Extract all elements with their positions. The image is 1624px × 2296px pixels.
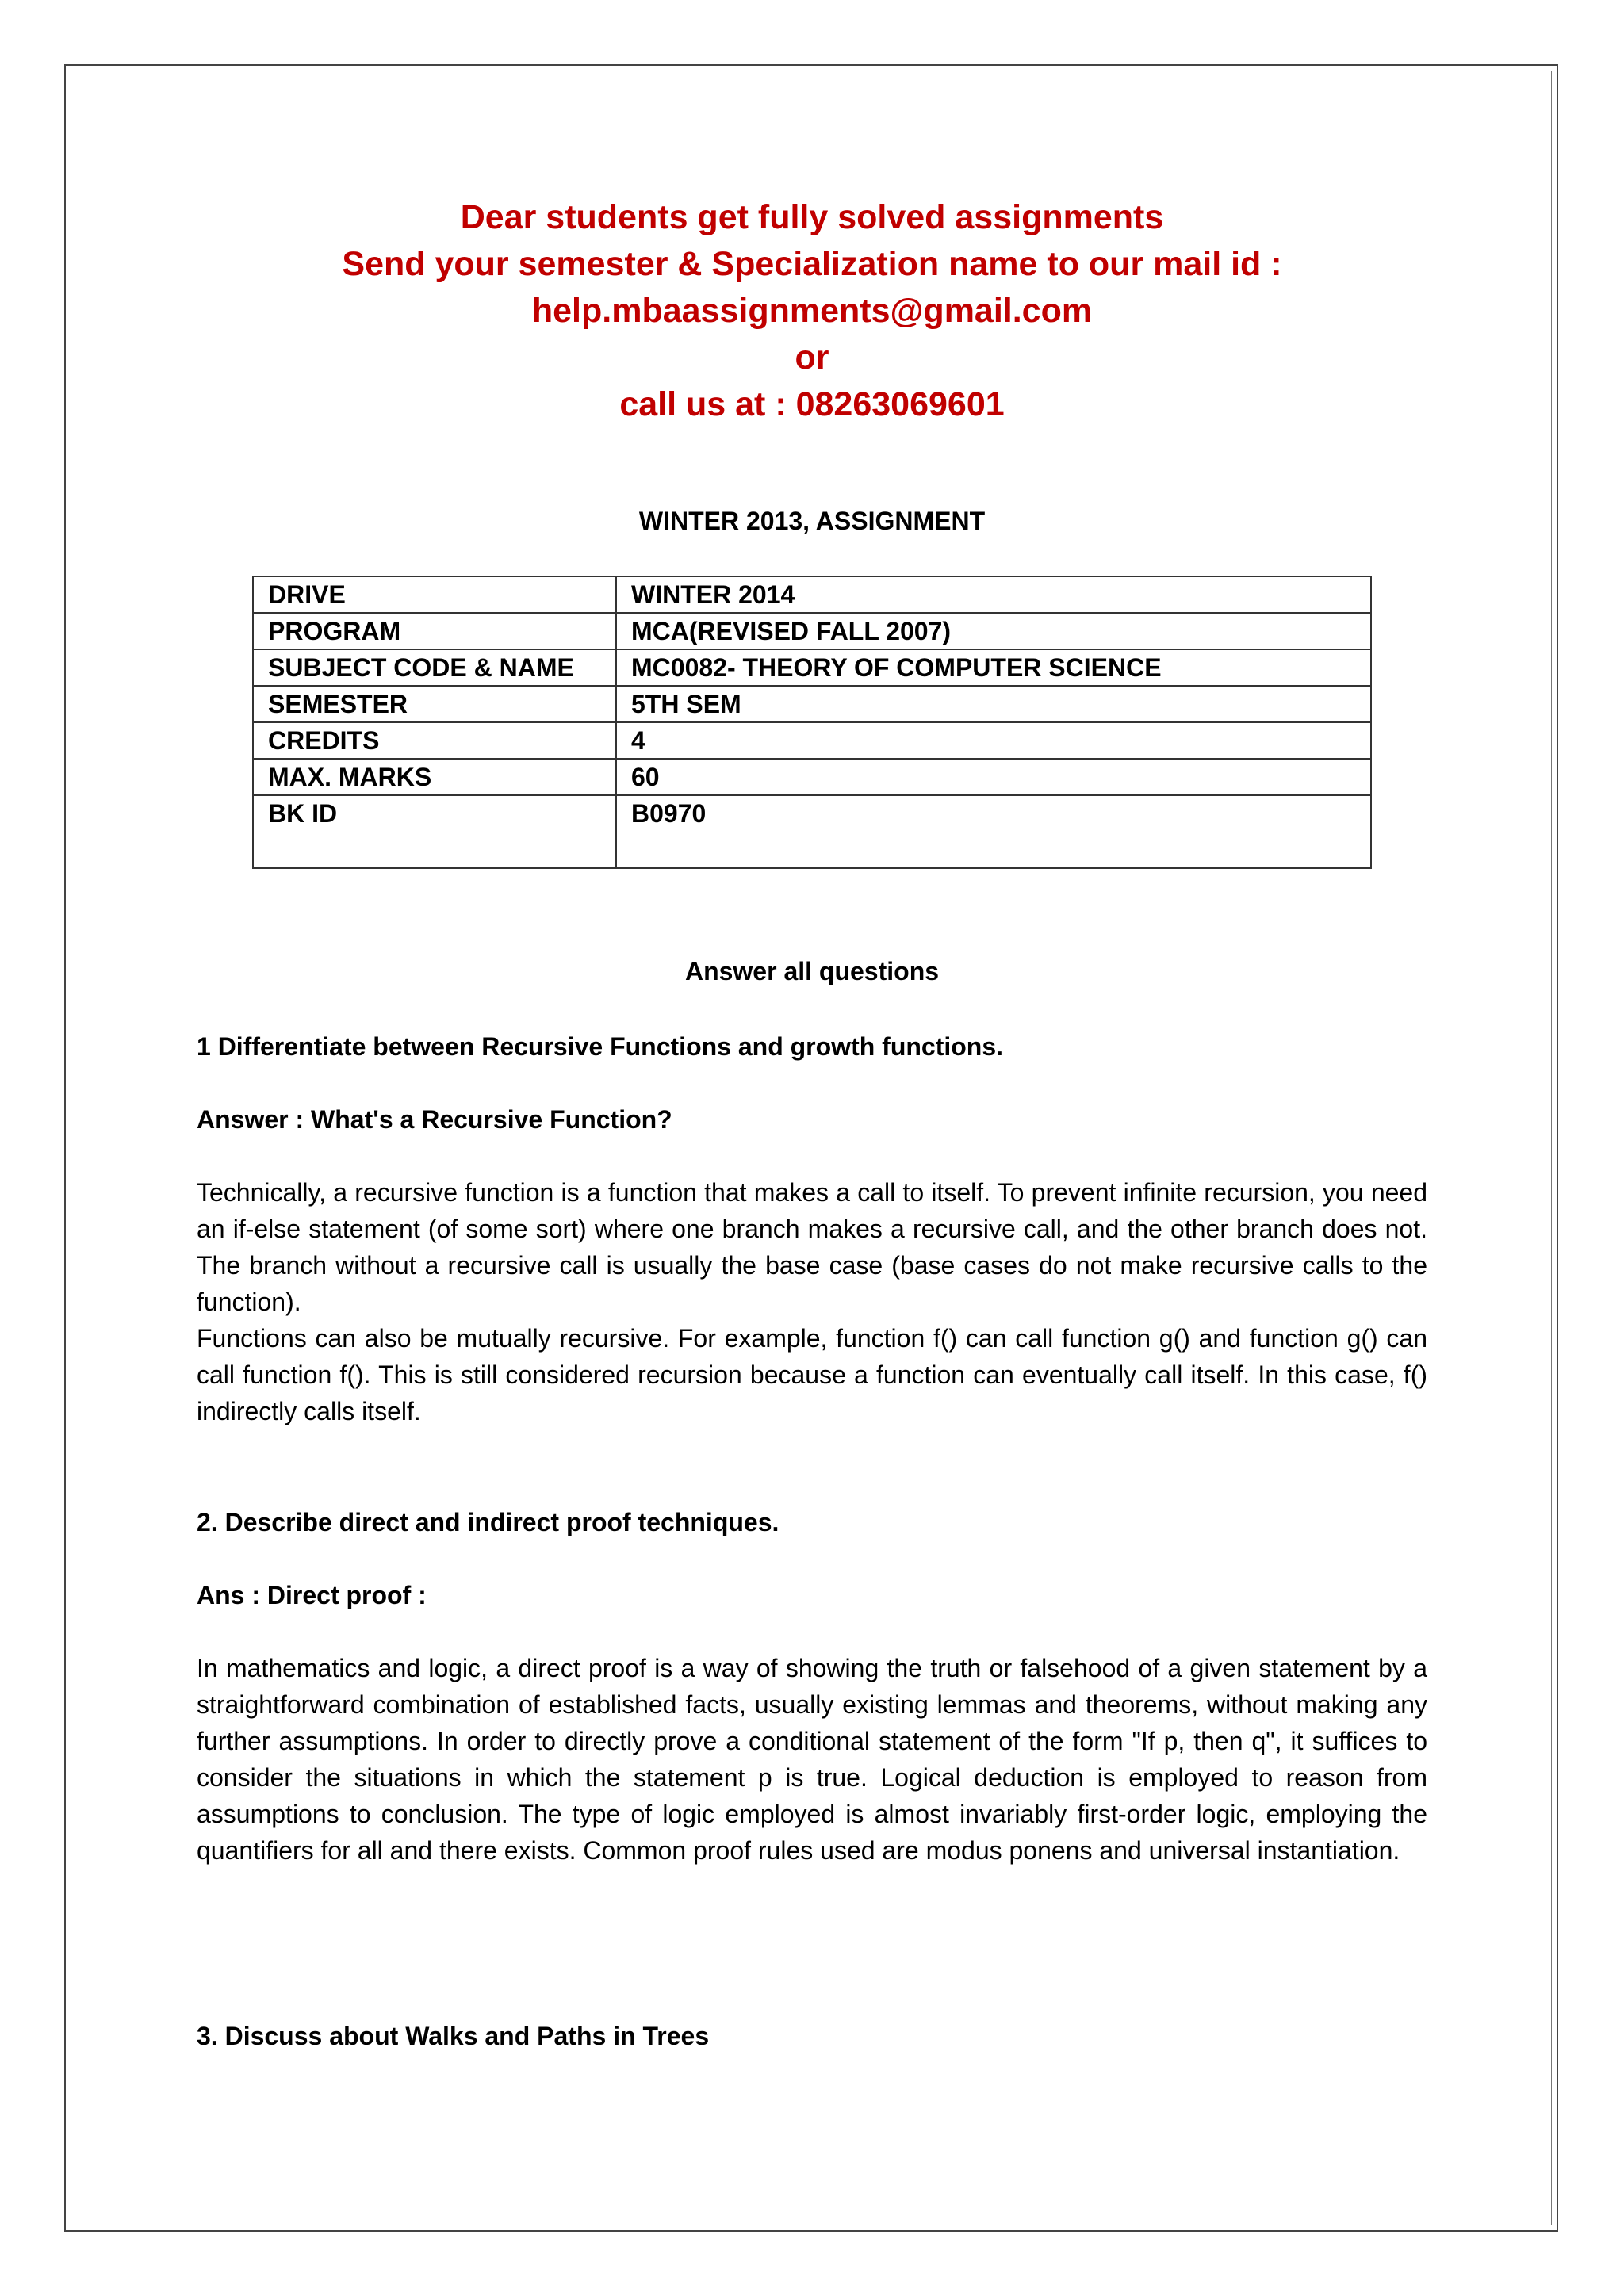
answer-1-heading: Answer : What's a Recursive Function? [197,1105,672,1134]
answer-1-paragraph-1: Technically, a recursive function is a function that makes a call to itself. To prevent infinite recursion, you need an if-else statement (of some sort) where one branch makes a recursive call, and the other branch does not. The branch without a recursive call is usually the base case (base cases do not make recursive calls to the function). [197,1178,1427,1316]
table-row [253,759,1371,795]
promo-line-1: Dear students get fully solved assignments [460,198,1164,236]
question-1: 1 Differentiate between Recursive Functions and growth functions. [197,1032,1004,1061]
table-row [253,686,1371,722]
assignment-info-table [252,576,1372,869]
table-value: B0970 [616,795,1371,868]
instructions: Answer all questions [684,957,940,985]
table-key: BK ID [253,795,616,868]
answer-2-heading: Ans : Direct proof : [197,1581,427,1609]
assignment-title: WINTER 2013, ASSIGNMENT [638,507,986,535]
table-value: 4 [616,722,1371,759]
table-row [253,795,1371,868]
promo-phone: call us at : 08263069601 [619,385,1005,423]
answer-1-body [197,1174,1427,1429]
promo-email[interactable]: help.mbaassignments@gmail.com [531,292,1093,330]
table-key: PROGRAM [253,613,616,649]
table-value: 60 [616,759,1371,795]
table-key: CREDITS [253,722,616,759]
table-key: DRIVE [253,576,616,613]
table-value: MCA(REVISED FALL 2007) [616,613,1371,649]
answer-2-body [197,1650,1427,1869]
table-row [253,613,1371,649]
promo-line-2: Send your semester & Specialization name to our mail id : [342,245,1282,283]
table-value: 5TH SEM [616,686,1371,722]
answer-2-paragraph-1: In mathematics and logic, a direct proof is a way of showing the truth or falsehood of a given statement by a straightforward combination of established facts, usually existing lemmas and theorems, without making any further assumptions. In order to directly prove a conditional statement of the form "If p, then q", it suffices to consider the situations in which the statement p is true. Logical deduction is employed to reason from assumptions to conclusion. The type of logic employed is almost invariably first-order logic, employing the quantifiers for all and there exists. Common proof rules used are modus ponens and universal instantiation. [197,1654,1427,1865]
question-3: 3. Discuss about Walks and Paths in Trees [197,2022,710,2050]
promo-block [0,194,1624,428]
table-row [253,576,1371,613]
table-key: SEMESTER [253,686,616,722]
table-key: SUBJECT CODE & NAME [253,649,616,686]
table-row [253,722,1371,759]
answer-1-paragraph-2: Functions can also be mutually recursive. For example, function f() can call function g() and function g() can call function f(). This is still considered recursion because a function can eventually call itself. In this case, f() indirectly calls itself. [197,1324,1427,1425]
table-value: MC0082- THEORY OF COMPUTER SCIENCE [616,649,1371,686]
table-value: WINTER 2014 [616,576,1371,613]
table-row [253,649,1371,686]
question-2: 2. Describe direct and indirect proof techniques. [197,1508,779,1536]
promo-or: or [795,339,829,377]
table-key: MAX. MARKS [253,759,616,795]
